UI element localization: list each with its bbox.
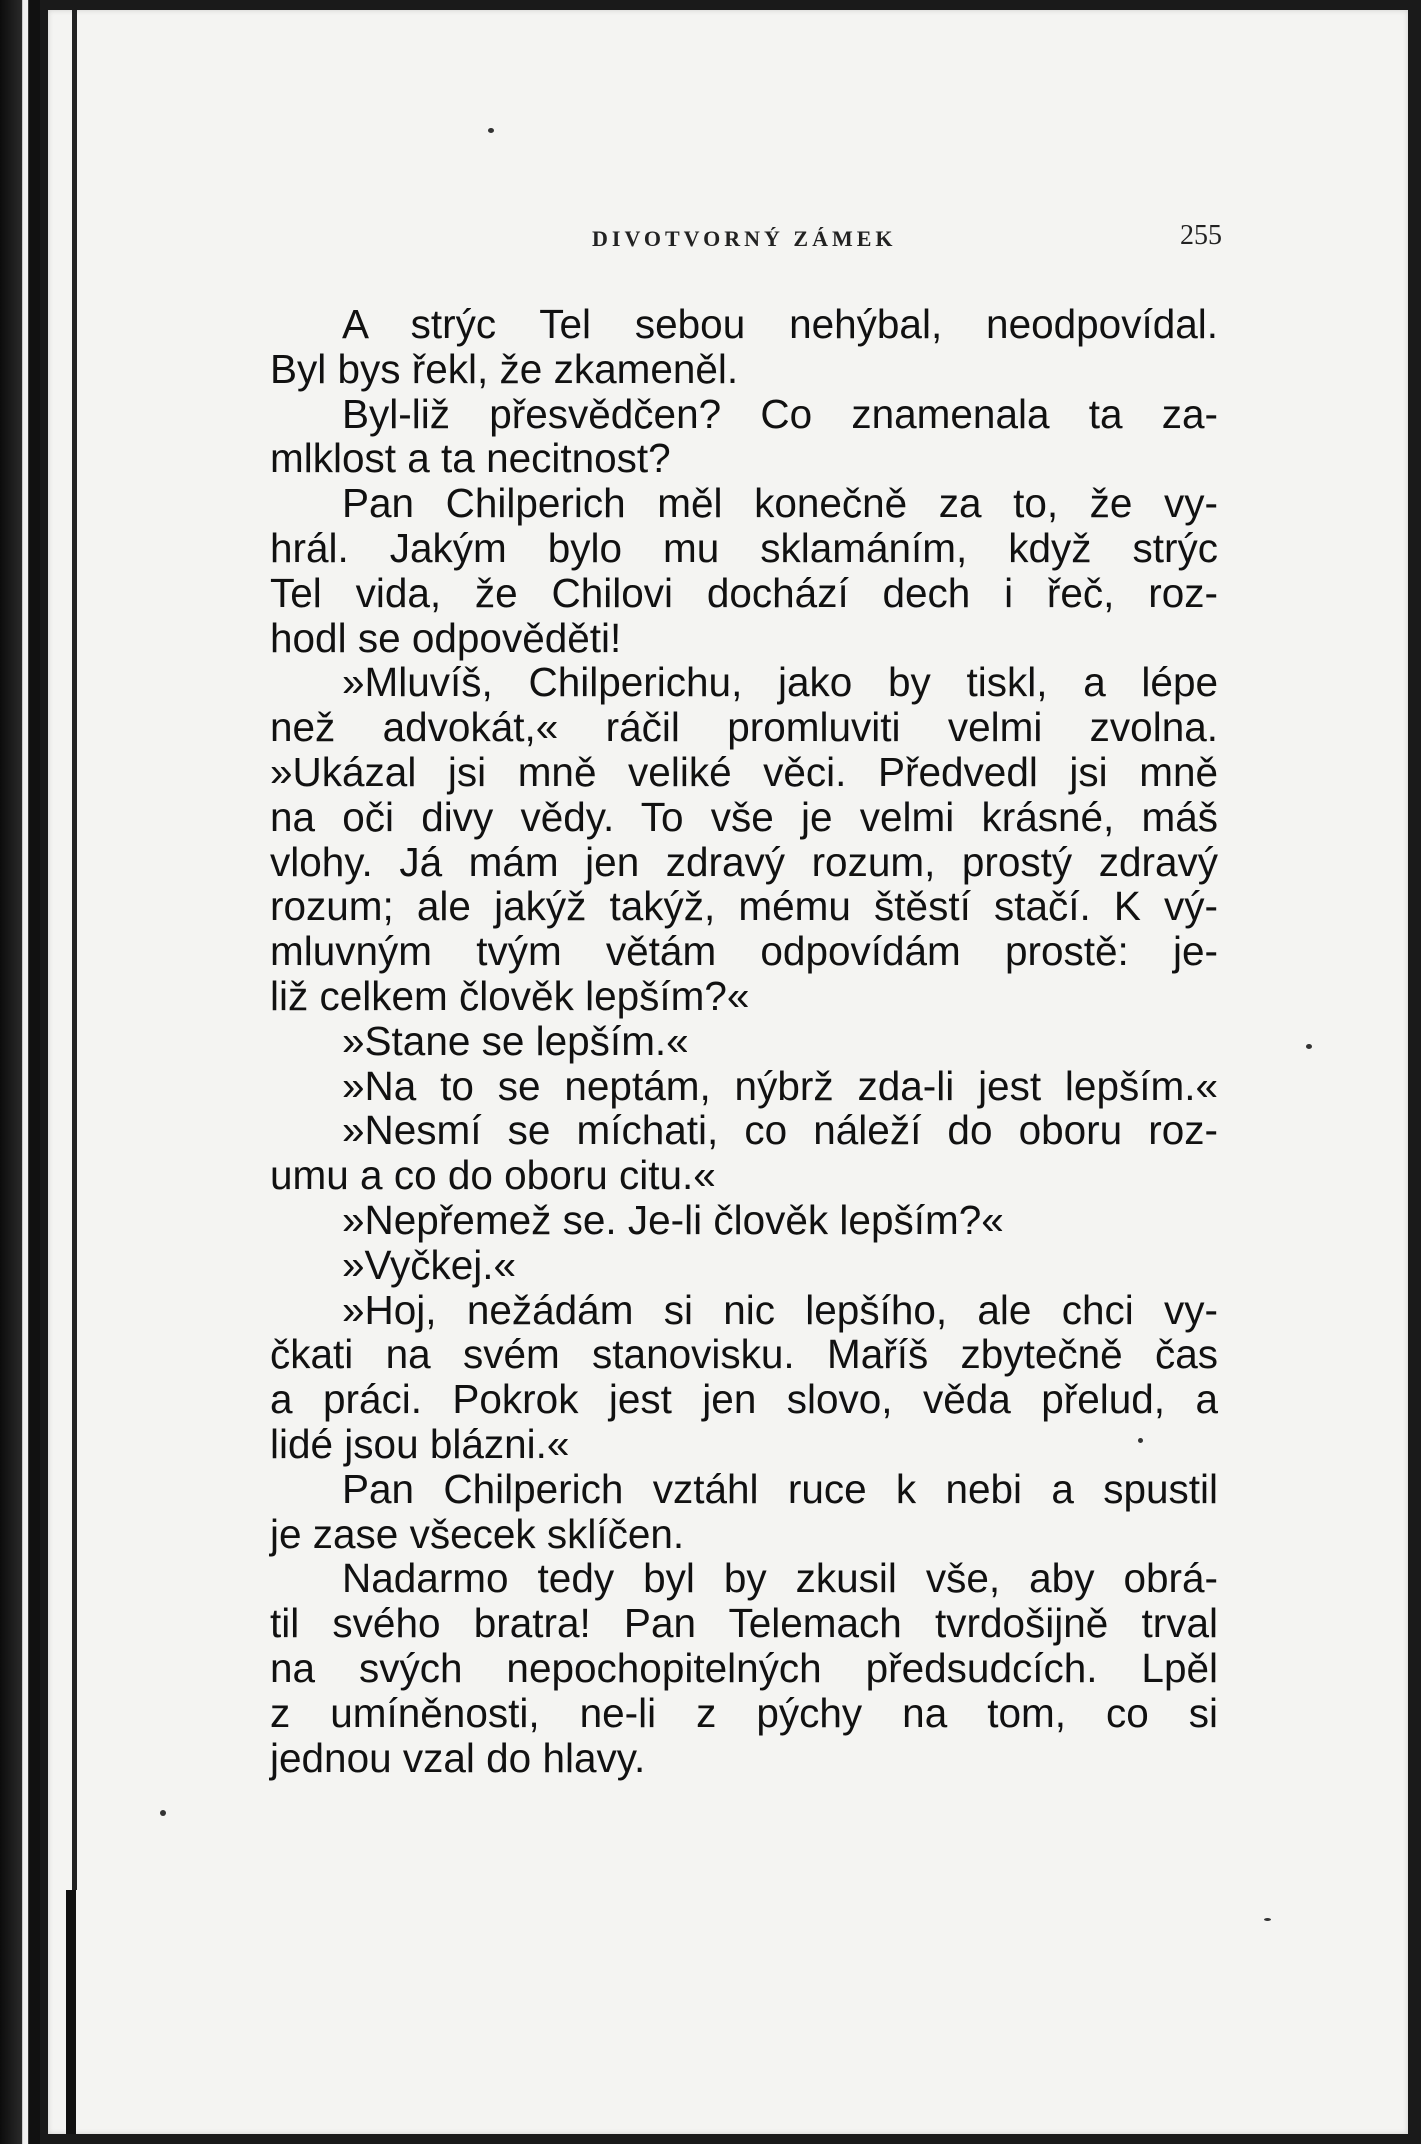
scan-speck: [488, 128, 494, 133]
text-line: na oči divy vědy. To vše je velmi krásné, máš: [270, 793, 1218, 840]
binding-edge: [72, 10, 77, 1890]
text-line: a práci. Pokrok jest jen slovo, věda přelud, a: [270, 1376, 1218, 1423]
scan-speck: [1138, 1438, 1143, 1443]
text-line: »Nepřemež se. Je-li člověk lepším?«: [342, 1196, 1004, 1243]
text-line: než advokát,« ráčil promluviti velmi zvolna.: [270, 704, 1218, 751]
page-number: 255: [1180, 220, 1222, 251]
scan-speck: [160, 1810, 166, 1816]
text-line: »Ukázal jsi mně veliké věci. Předvedl jsi mně: [270, 748, 1218, 795]
text-line: mlklost a ta necitnost?: [270, 435, 671, 482]
text-line: hrál. Jakým bylo mu sklamáním, když strýc: [270, 524, 1218, 571]
text-line: je zase všecek sklíčen.: [270, 1510, 685, 1557]
text-line: mluvným tvým větám odpovídám prostě: je-: [270, 928, 1218, 975]
text-line: Pan Chilperich měl konečně za to, že vy-: [342, 480, 1218, 527]
text-line: rozum; ale jakýž takýž, mému štěstí stačí. K vý-: [270, 883, 1218, 930]
text-line: Byl-liž přesvědčen? Co znamenala ta za-: [342, 390, 1218, 437]
text-line: Tel vida, že Chilovi dochází dech i řeč, roz-: [270, 569, 1218, 616]
text-line: na svých nepochopitelných předsudcích. Lpěl: [270, 1644, 1218, 1691]
text-line: Nadarmo tedy byl by zkusil vše, aby obrá-: [342, 1555, 1218, 1602]
text-line: Pan Chilperich vztáhl ruce k nebi a spustil: [342, 1465, 1218, 1512]
text-line: z umíněnosti, ne-li z pýchy na tom, co si: [270, 1689, 1218, 1736]
text-line: liž celkem člověk lepším?«: [270, 972, 750, 1019]
text-line: »Stane se lepším.«: [342, 1017, 689, 1064]
text-line: A strýc Tel sebou nehýbal, neodpovídal.: [342, 301, 1218, 347]
text-line: »Hoj, nežádám si nic lepšího, ale chci vy-: [342, 1286, 1218, 1333]
text-line: vlohy. Já mám jen zdravý rozum, prostý zdravý: [270, 838, 1218, 885]
text-line: »Vyčkej.«: [342, 1241, 517, 1288]
page-header: [222, 220, 1222, 260]
running-title: DIVOTVORNÝ ZÁMEK: [592, 226, 897, 251]
text-line: »Na to se neptám, nýbrž zda-li jest lepším.«: [342, 1062, 1218, 1109]
text-line: umu a co do oboru citu.«: [270, 1152, 716, 1199]
body-text: [270, 302, 1218, 1780]
binding-edge-lower: [66, 1890, 76, 2134]
text-line: »Mluvíš, Chilperichu, jako by tiskl, a lépe: [342, 659, 1218, 706]
book-page: [48, 10, 1408, 2134]
scan-speck: [1264, 1918, 1271, 1921]
text-line: jednou vzal do hlavy.: [270, 1734, 646, 1781]
scan-speck: [1306, 1044, 1312, 1049]
text-line: Byl bys řekl, že zkameněl.: [270, 345, 739, 392]
text-line: »Nesmí se míchati, co náleží do oboru roz-: [342, 1107, 1218, 1154]
text-line: lidé jsou blázni.«: [270, 1420, 570, 1467]
text-line: hodl se odpověděti!: [270, 614, 622, 661]
text-line: til svého bratra! Pan Telemach tvrdošijně trval: [270, 1600, 1218, 1647]
text-line: čkati na svém stanovisku. Maříš zbytečně čas: [270, 1331, 1218, 1378]
scan-border: [0, 0, 40, 2144]
